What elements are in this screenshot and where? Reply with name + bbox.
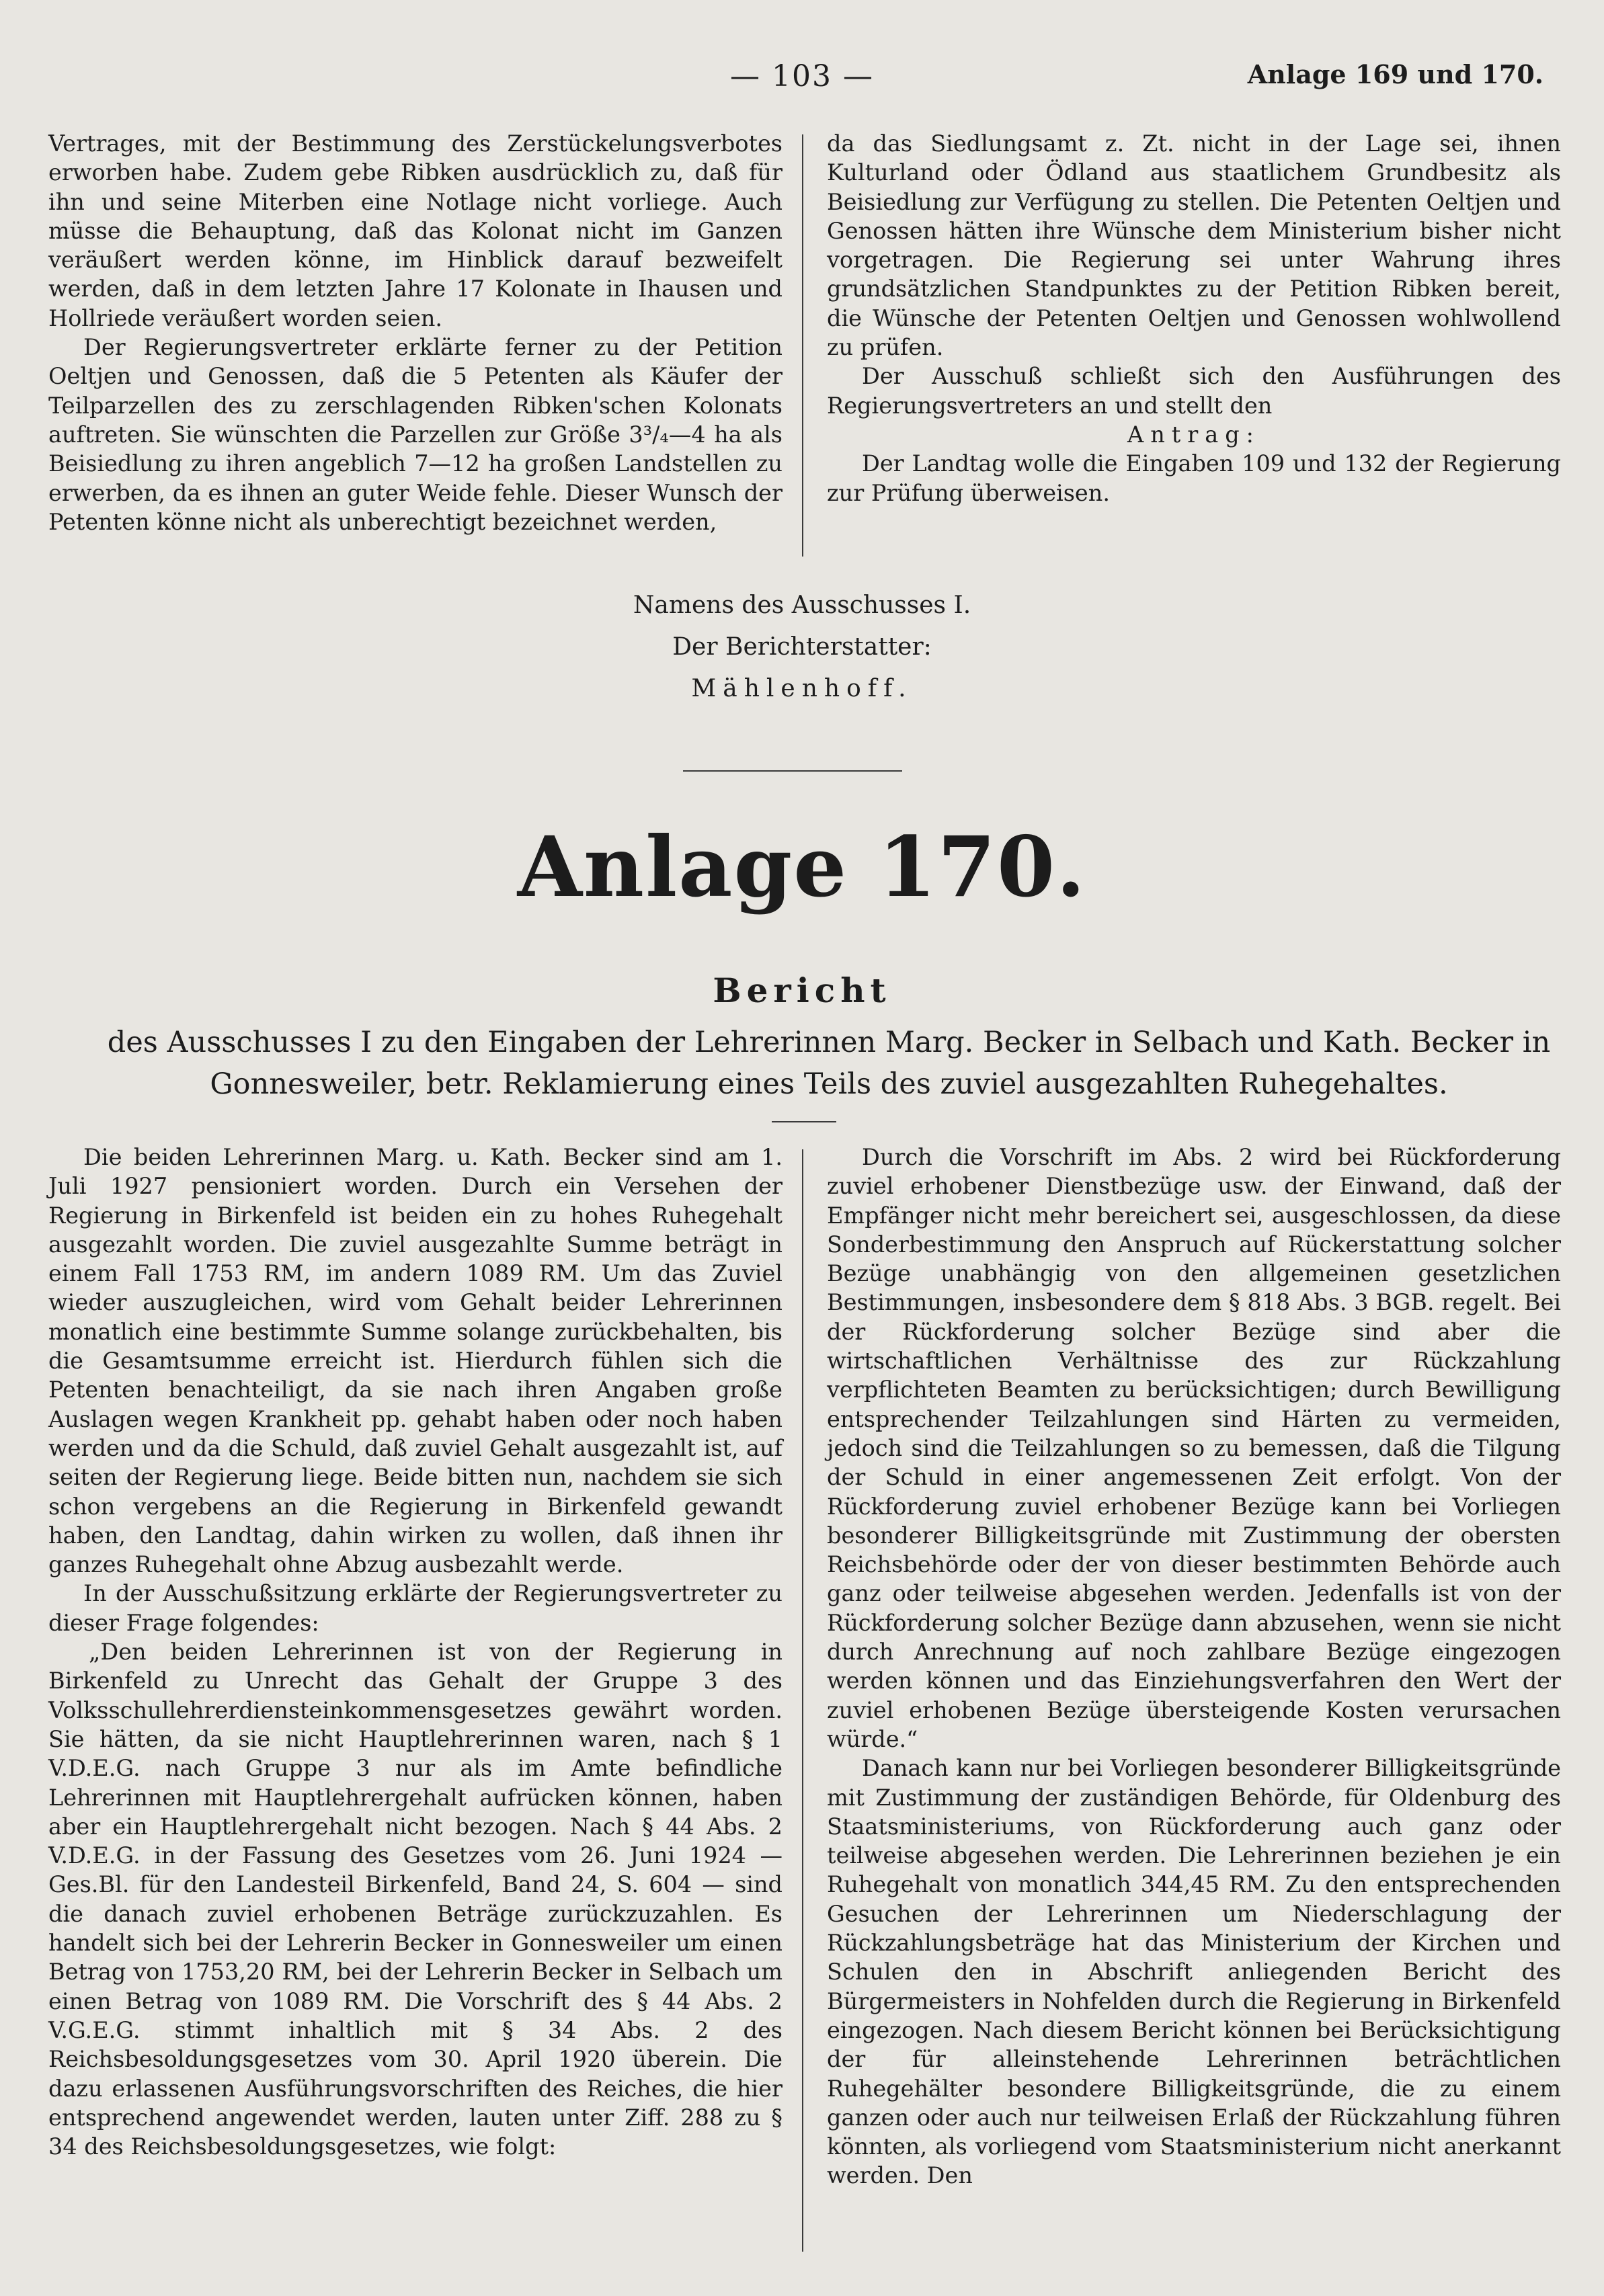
top-right-column: [827, 129, 1561, 536]
antrag-text: Der Landtag wolle die Eingaben 109 und 132 der Regierung zur Prüfung überweisen.: [827, 450, 1561, 506]
paragraph: Der Regierungsvertreter erklärte ferner zu der Petition Oeltjen und Genossen, daß die 5 Petenten als Käufer der Teilparzellen des zu zerschlagenden Ribken'schen Kolonats auftreten. Sie wünschten die Parzellen zur Größe 3³/₄—4 ha als Beisiedlung zu ihren angeblich 7—12 ha großen Landstellen zu erwerben, da es ihnen an guter Weide fehle. Dieser Wunsch der Petenten könne nicht als unberechtigt bezeichnet werden,: [48, 334, 783, 535]
paragraph: Durch die Vorschrift im Abs. 2 wird bei Rückforderung zuviel erhobener Dienstbezüge usw. der Einwand, daß der Empfänger nicht mehr bereichert sei, ausgeschlossen, da diese Sonderbestimmung den Anspruch auf Rückerstattung solcher Bezüge unabhängig von den allgemeinen gesetzlichen Bestimmungen, insbesondere dem § 818 Abs. 3 BGB. regelt. Bei der Rückforderung solcher Bezüge sind aber die wirtschaftlichen Verhältnisse des zur Rückzahlung verpflichteten Beamten zu berücksichtigen; durch Bewilligung entsprechender Teilzahlungen sind Härten zu vermeiden, jedoch sind die Teilzahlungen so zu bemessen, daß die Tilgung der Schuld in einer angemessenen Zeit erfolgt. Von der Rückforderung zuviel erhobener Bezüge kann bei Vorliegen besonderer Billigkeitsgründe mit Zustimmung der obersten Reichsbehörde oder der von dieser bestimmten Behörde auch ganz oder teilweise abgesehen werden. Jedenfalls ist von der Rückforderung solcher Bezüge dann abzusehen, wenn sie nicht durch Anrechnung auf noch zahlbare Bezüge eingezogen werden können und das Einziehungsverfahren den Wert der zuviel erhobenen Bezüge übersteigende Kosten verursachen würde.“: [827, 1144, 1561, 1752]
page-header: [61, 59, 1543, 99]
signature-committee: Namens des Ausschusses I.: [633, 591, 971, 619]
bericht-heading: Bericht: [713, 971, 891, 1010]
paragraph: Der Ausschuß schließt sich den Ausführungen des Regierungsvertreters an und stellt den: [827, 363, 1561, 419]
antrag-label: Antrag:: [1127, 421, 1260, 448]
paragraph: Danach kann nur bei Vorliegen besonderer Billigkeitsgründe mit Zustimmung der zuständigen Behörde, für Oldenburg des Staatsministeriums, von Rückforderung auch ganz oder teilweise abgesehen werden. Die Lehrerinnen beziehen je ein Ruhegehalt von monatlich 344,45 RM. Zu den entsprechenden Gesuchen der Lehrerinnen um Niederschlagung der Rückzahlungsbeträge hat das Ministerium der Kirchen und Schulen den in Abschrift anliegenden Bericht des Bürgermeisters in Nohfelden durch die Regierung in Birkenfeld eingezogen. Nach diesem Bericht können bei Berücksichtigung der für alleinstehende Lehrerinnen beträchtlichen Ruhegehälter besondere Billigkeitsgründe, die zu einem ganzen oder auch nur teilweisen Erlaß der Rückzahlung führen könnten, als vorliegend vom Staatsministerium nicht anerkannt werden. Den: [827, 1755, 1561, 2189]
signature-role: Der Berichterstatter:: [672, 633, 932, 661]
top-columns: [48, 129, 1561, 536]
section-divider: [683, 770, 902, 772]
paragraph: Vertrages, mit der Bestimmung des Zerstückelungsverbotes erworben habe. Zudem gebe Ribken ausdrücklich zu, daß für ihn und seine Miterben eine Notlage nicht vorliege. Auch müsse die Behauptung, daß das Kolonat nicht im Ganzen veräußert werden könne, im Hinblick darauf bezweifelt werden, daß in dem letzten Jahre 17 Kolonate in Ihausen und Hollriede veräußert worden seien.: [48, 130, 783, 331]
running-head: Anlage 169 und 170.: [1247, 59, 1543, 89]
paragraph: In der Ausschußsitzung erklärte der Regierungsvertreter zu dieser Frage folgendes:: [48, 1580, 783, 1636]
bottom-left-column: [48, 1143, 783, 2190]
quote-paragraph: „Den beiden Lehrerinnen ist von der Regierung in Birkenfeld zu Unrecht das Gehalt der Gruppe 3 des Volksschullehrerdiensteinkommensgesetzes gewährt worden. Sie hätten, da sie nicht Hauptlehrerinnen waren, nach § 1 V.D.E.G. nach Gruppe 3 nur als im Amte befindliche Lehrerinnen mit Hauptlehrergehalt aufrücken können, haben aber ein Hauptlehrergehalt nicht bezogen. Nach § 44 Abs. 2 V.D.E.G. in der Fassung des Gesetzes vom 26. Juni 1924 — Ges.Bl. für den Landesteil Birkenfeld, Band 24, S. 604 — sind die danach zuviel erhobenen Beträge zurückzuzahlen. Es handelt sich bei der Lehrerin Becker in Gonnesweiler um einen Betrag von 1753,20 RM, bei der Lehrerin Becker in Selbach um einen Betrag von 1089 RM. Die Vorschrift des § 44 Abs. 2 V.G.E.G. stimmt inhaltlich mit § 34 Abs. 2 des Reichsbesoldungsgesetzes vom 30. April 1920 überein. Die dazu erlassenen Ausführungsvorschriften des Reiches, die hier entsprechend angewendet werden, lauten unter Ziff. 288 zu § 34 des Reichsbesoldungsgesetzes, wie folgt:: [48, 1639, 783, 2160]
column-divider: [802, 1149, 803, 2252]
signature-name: Mählenhoff.: [691, 675, 913, 702]
paragraph: Die beiden Lehrerinnen Marg. u. Kath. Becker sind am 1. Juli 1927 pensioniert worden. Durch ein Versehen der Regierung in Birkenfeld ist beiden ein zu hohes Ruhegehalt ausgezahlt worden. Die zuviel ausgezahlte Summe beträgt in einem Fall 1753 RM, im andern 1089 RM. Um das Zuviel wieder auszugleichen, wird vom Gehalt beider Lehrerinnen monatlich eine bestimmte Summe solange zurückbehalten, bis die Gesamtsumme erreicht ist. Hierdurch fühlen sich die Petenten benachteiligt, da sie nach ihren Angaben große Auslagen wegen Krankheit pp. gehabt haben oder noch haben werden und da die Schuld, daß zuviel Gehalt ausgezahlt ist, auf seiten der Regierung liege. Beide bitten nun, nachdem sie sich schon vergebens an die Regierung in Birkenfeld gewandt haben, den Landtag, dahin wirken zu wollen, daß ihnen ihr ganzes Ruhegehalt ohne Abzug ausbezahlt werde.: [48, 1144, 783, 1578]
column-divider: [802, 134, 803, 557]
top-left-column: [48, 129, 783, 536]
bericht-subtitle: des Ausschusses I zu den Eingaben der Lehrerinnen Marg. Becker in Selbach und Kath. Becker in Gonnesweiler, betr. Reklamierung eines Teils des zuviel ausgezahlten Ruhegehaltes.: [107, 1026, 1551, 1101]
paragraph: da das Siedlungsamt z. Zt. nicht in der Lage sei, ihnen Kulturland oder Ödland aus staatlichem Grundbesitz als Beisiedlung zur Verfügung zu stellen. Die Petenten Oeltjen und Genossen hätten ihre Wünsche dem Ministerium bisher nicht vorgetragen. Die Regierung sei unter Wahrung ihres grundsätzlichen Standpunktes zu der Petition Ribken bereit, die Wünsche der Petenten Oeltjen und Genossen wohlwollend zu prüfen.: [827, 130, 1561, 361]
page-number: — 103 —: [730, 59, 874, 93]
anlage-title: Anlage 170.: [517, 819, 1087, 916]
bottom-columns: [48, 1143, 1561, 2190]
subtitle-divider: [772, 1121, 836, 1122]
bottom-right-column: [827, 1143, 1561, 2190]
